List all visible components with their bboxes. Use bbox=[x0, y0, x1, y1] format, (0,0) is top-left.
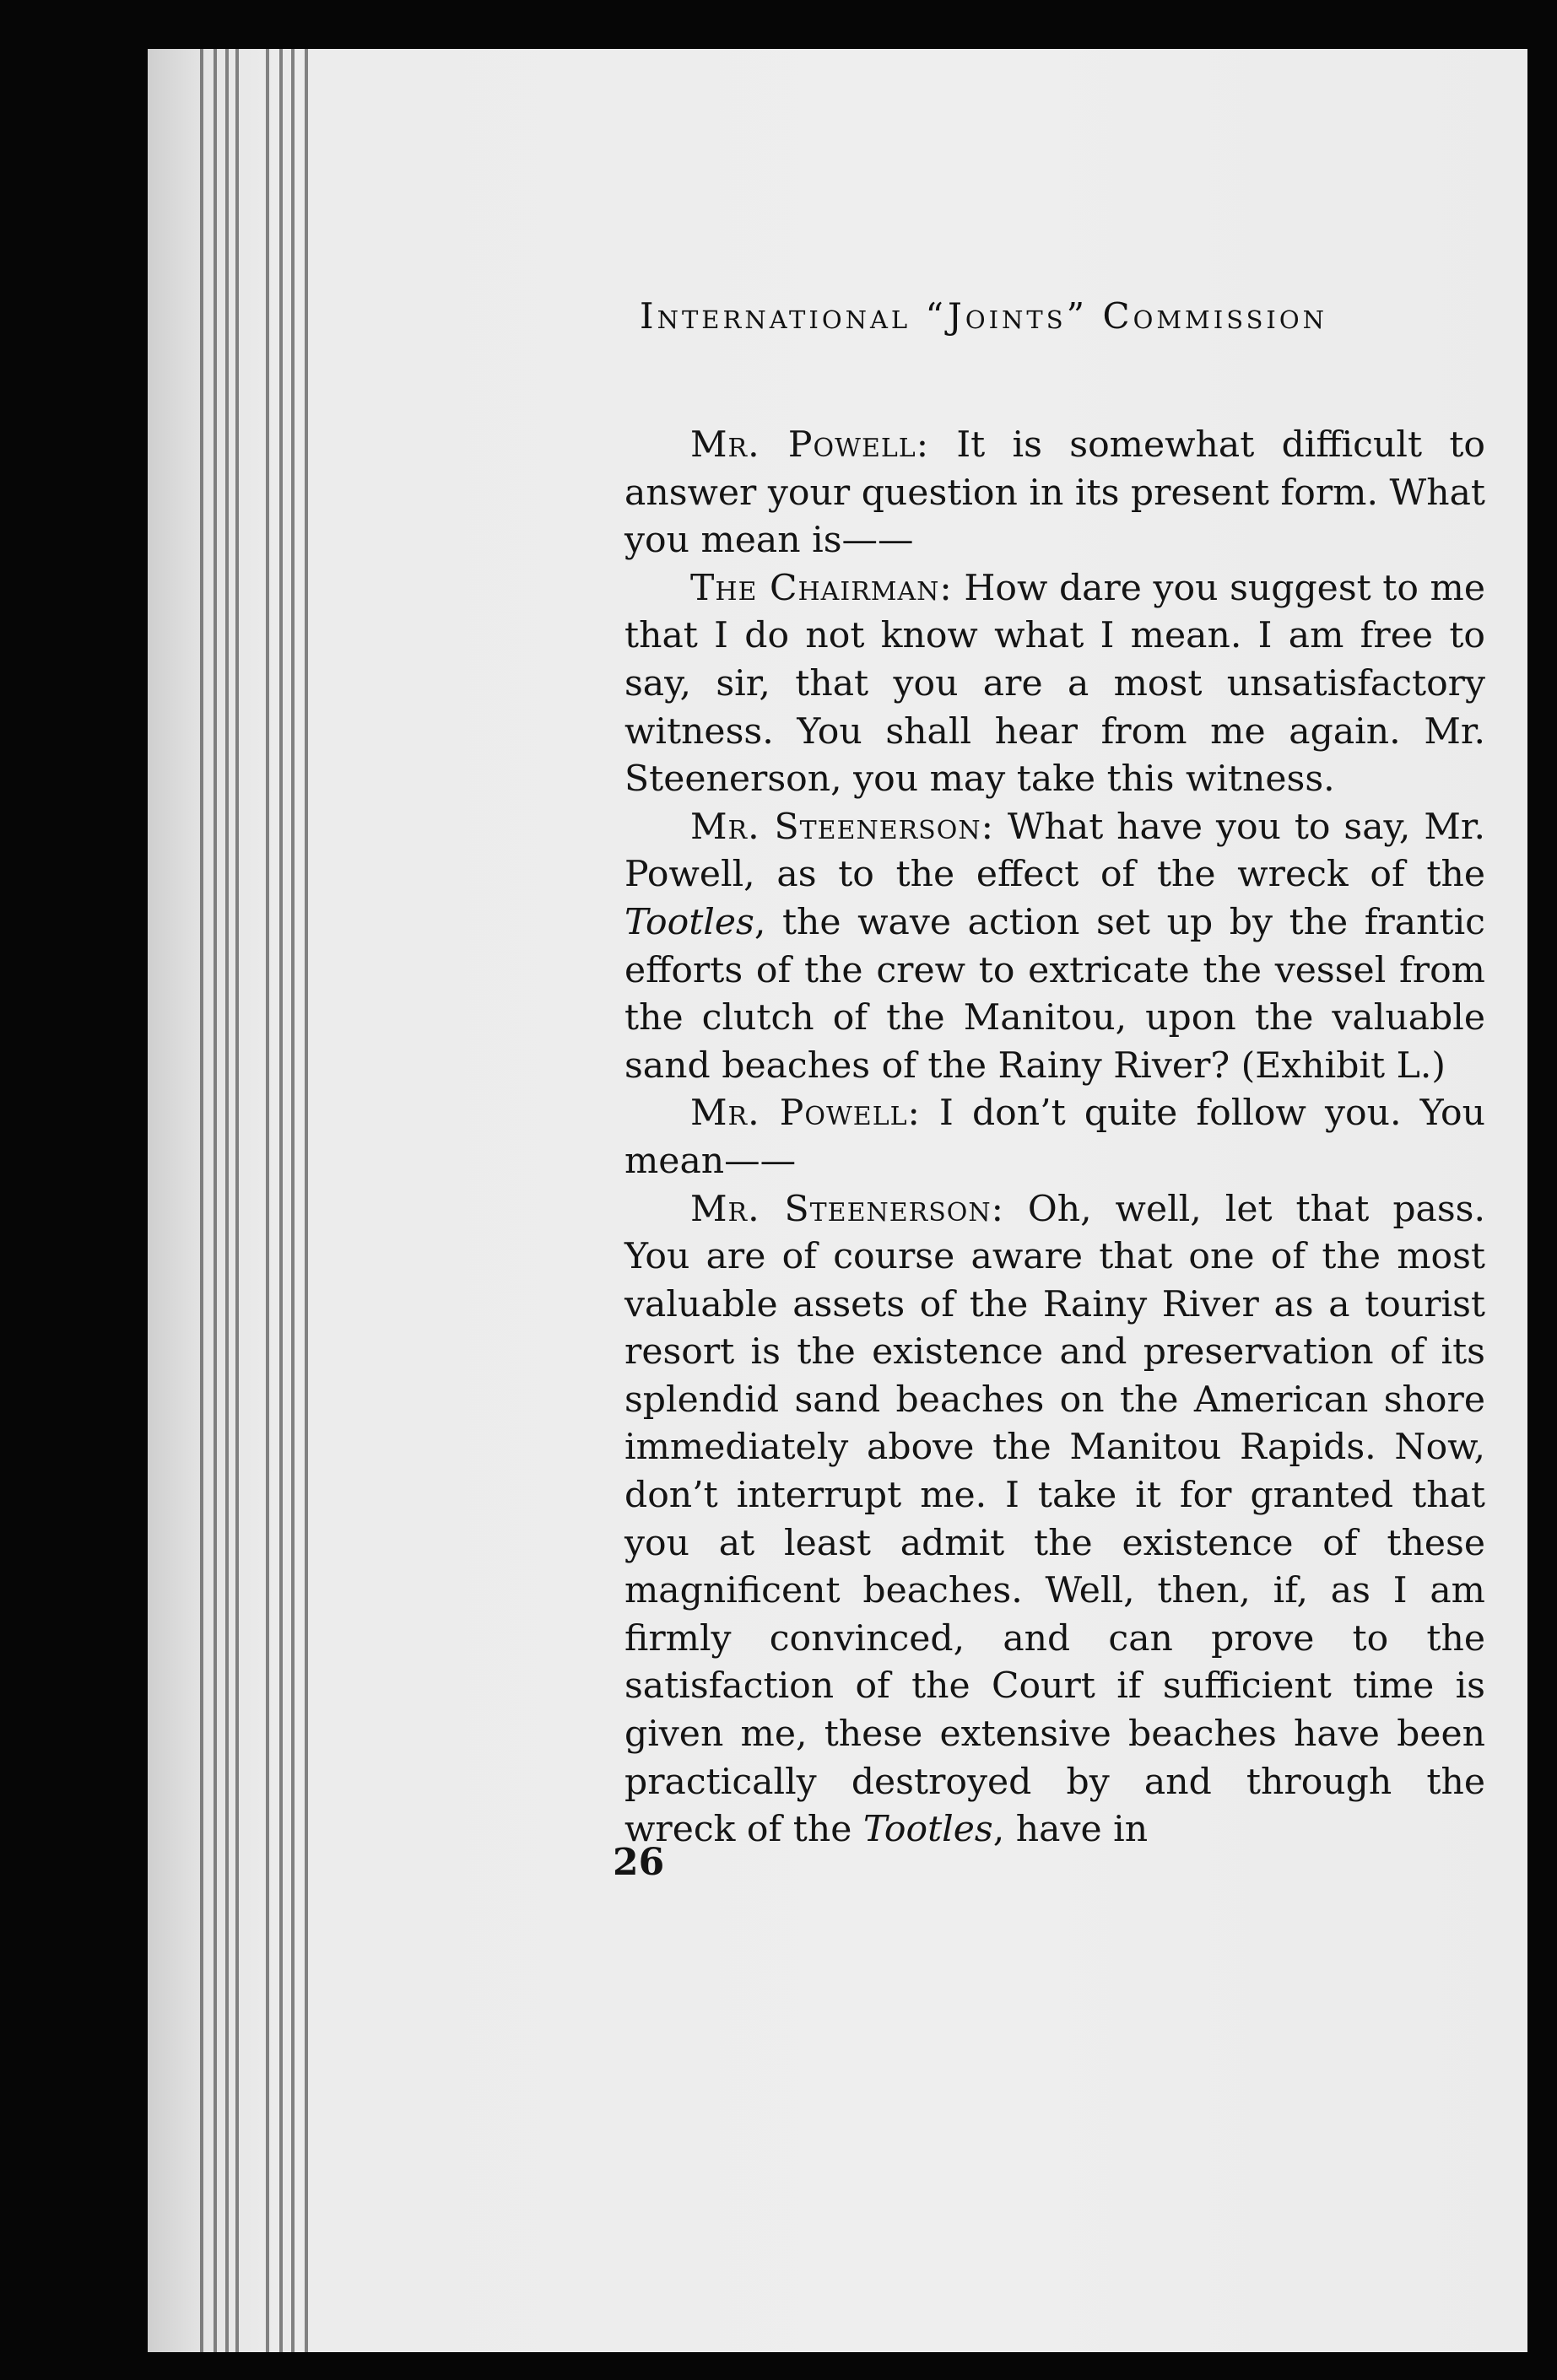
page-edges bbox=[148, 49, 325, 2352]
paragraph bbox=[624, 1186, 1485, 1854]
speaker-label: Mr. Powell: bbox=[690, 1093, 921, 1135]
paragraph bbox=[624, 422, 1485, 565]
ship-name: Tootles bbox=[624, 901, 754, 943]
paragraph-text: It is somewhat difficult to answer your question in its present form. What you mean is—— bbox=[624, 424, 1486, 562]
paragraph bbox=[624, 565, 1485, 804]
paragraph bbox=[624, 1090, 1485, 1185]
paragraph-text: I don’t quite follow you. You mean—— bbox=[624, 1093, 1485, 1182]
page-number: 26 bbox=[613, 1841, 665, 1884]
speaker-label: Mr. Steenerson: bbox=[690, 806, 994, 848]
speaker-label: The Chairman: bbox=[690, 567, 953, 609]
paragraph bbox=[624, 804, 1485, 1091]
ship-name: Tootles bbox=[862, 1809, 993, 1851]
paragraph-text: What have you to say, Mr. Powell, as to the effect of the wreck of the bbox=[624, 806, 1485, 896]
speaker-label: Mr. Steenerson: bbox=[690, 1188, 1004, 1230]
speaker-label: Mr. Powell: bbox=[690, 424, 930, 466]
paragraph-text: , have in bbox=[992, 1809, 1149, 1851]
body-text bbox=[624, 422, 1485, 1854]
paragraph-text: How dare you suggest to me that I do not know what I mean. I am free to say, sir, that you are a most unsatisfactory witness. You shall hear from me again. Mr. Steenerson, you may take this witness. bbox=[624, 567, 1486, 801]
running-head: International “Joints” Commission bbox=[640, 295, 1328, 337]
paragraph-text: , the wave action set up by the frantic efforts of the crew to extricate the vessel from the clutch of the Manitou, upon the valuable sand beaches of the Rainy River? (Exhibit L.) bbox=[624, 901, 1485, 1087]
paragraph-text: Oh, well, let that pass. You are of course aware that one of the most valuable assets of the Rainy River as a tourist resort is the existence and preservation of its splendid sand beaches on the American shore immediately above the Manitou Rapids. Now, don’t interrupt me. I take it for granted that you at least admit the existence of these magnificent beaches. Well, then, if, as I am firmly convinced, and can prove to the satisfaction of the Court if sufficient time is given me, these extensive beaches have been practically destroyed by and through the wreck of the bbox=[624, 1188, 1485, 1851]
